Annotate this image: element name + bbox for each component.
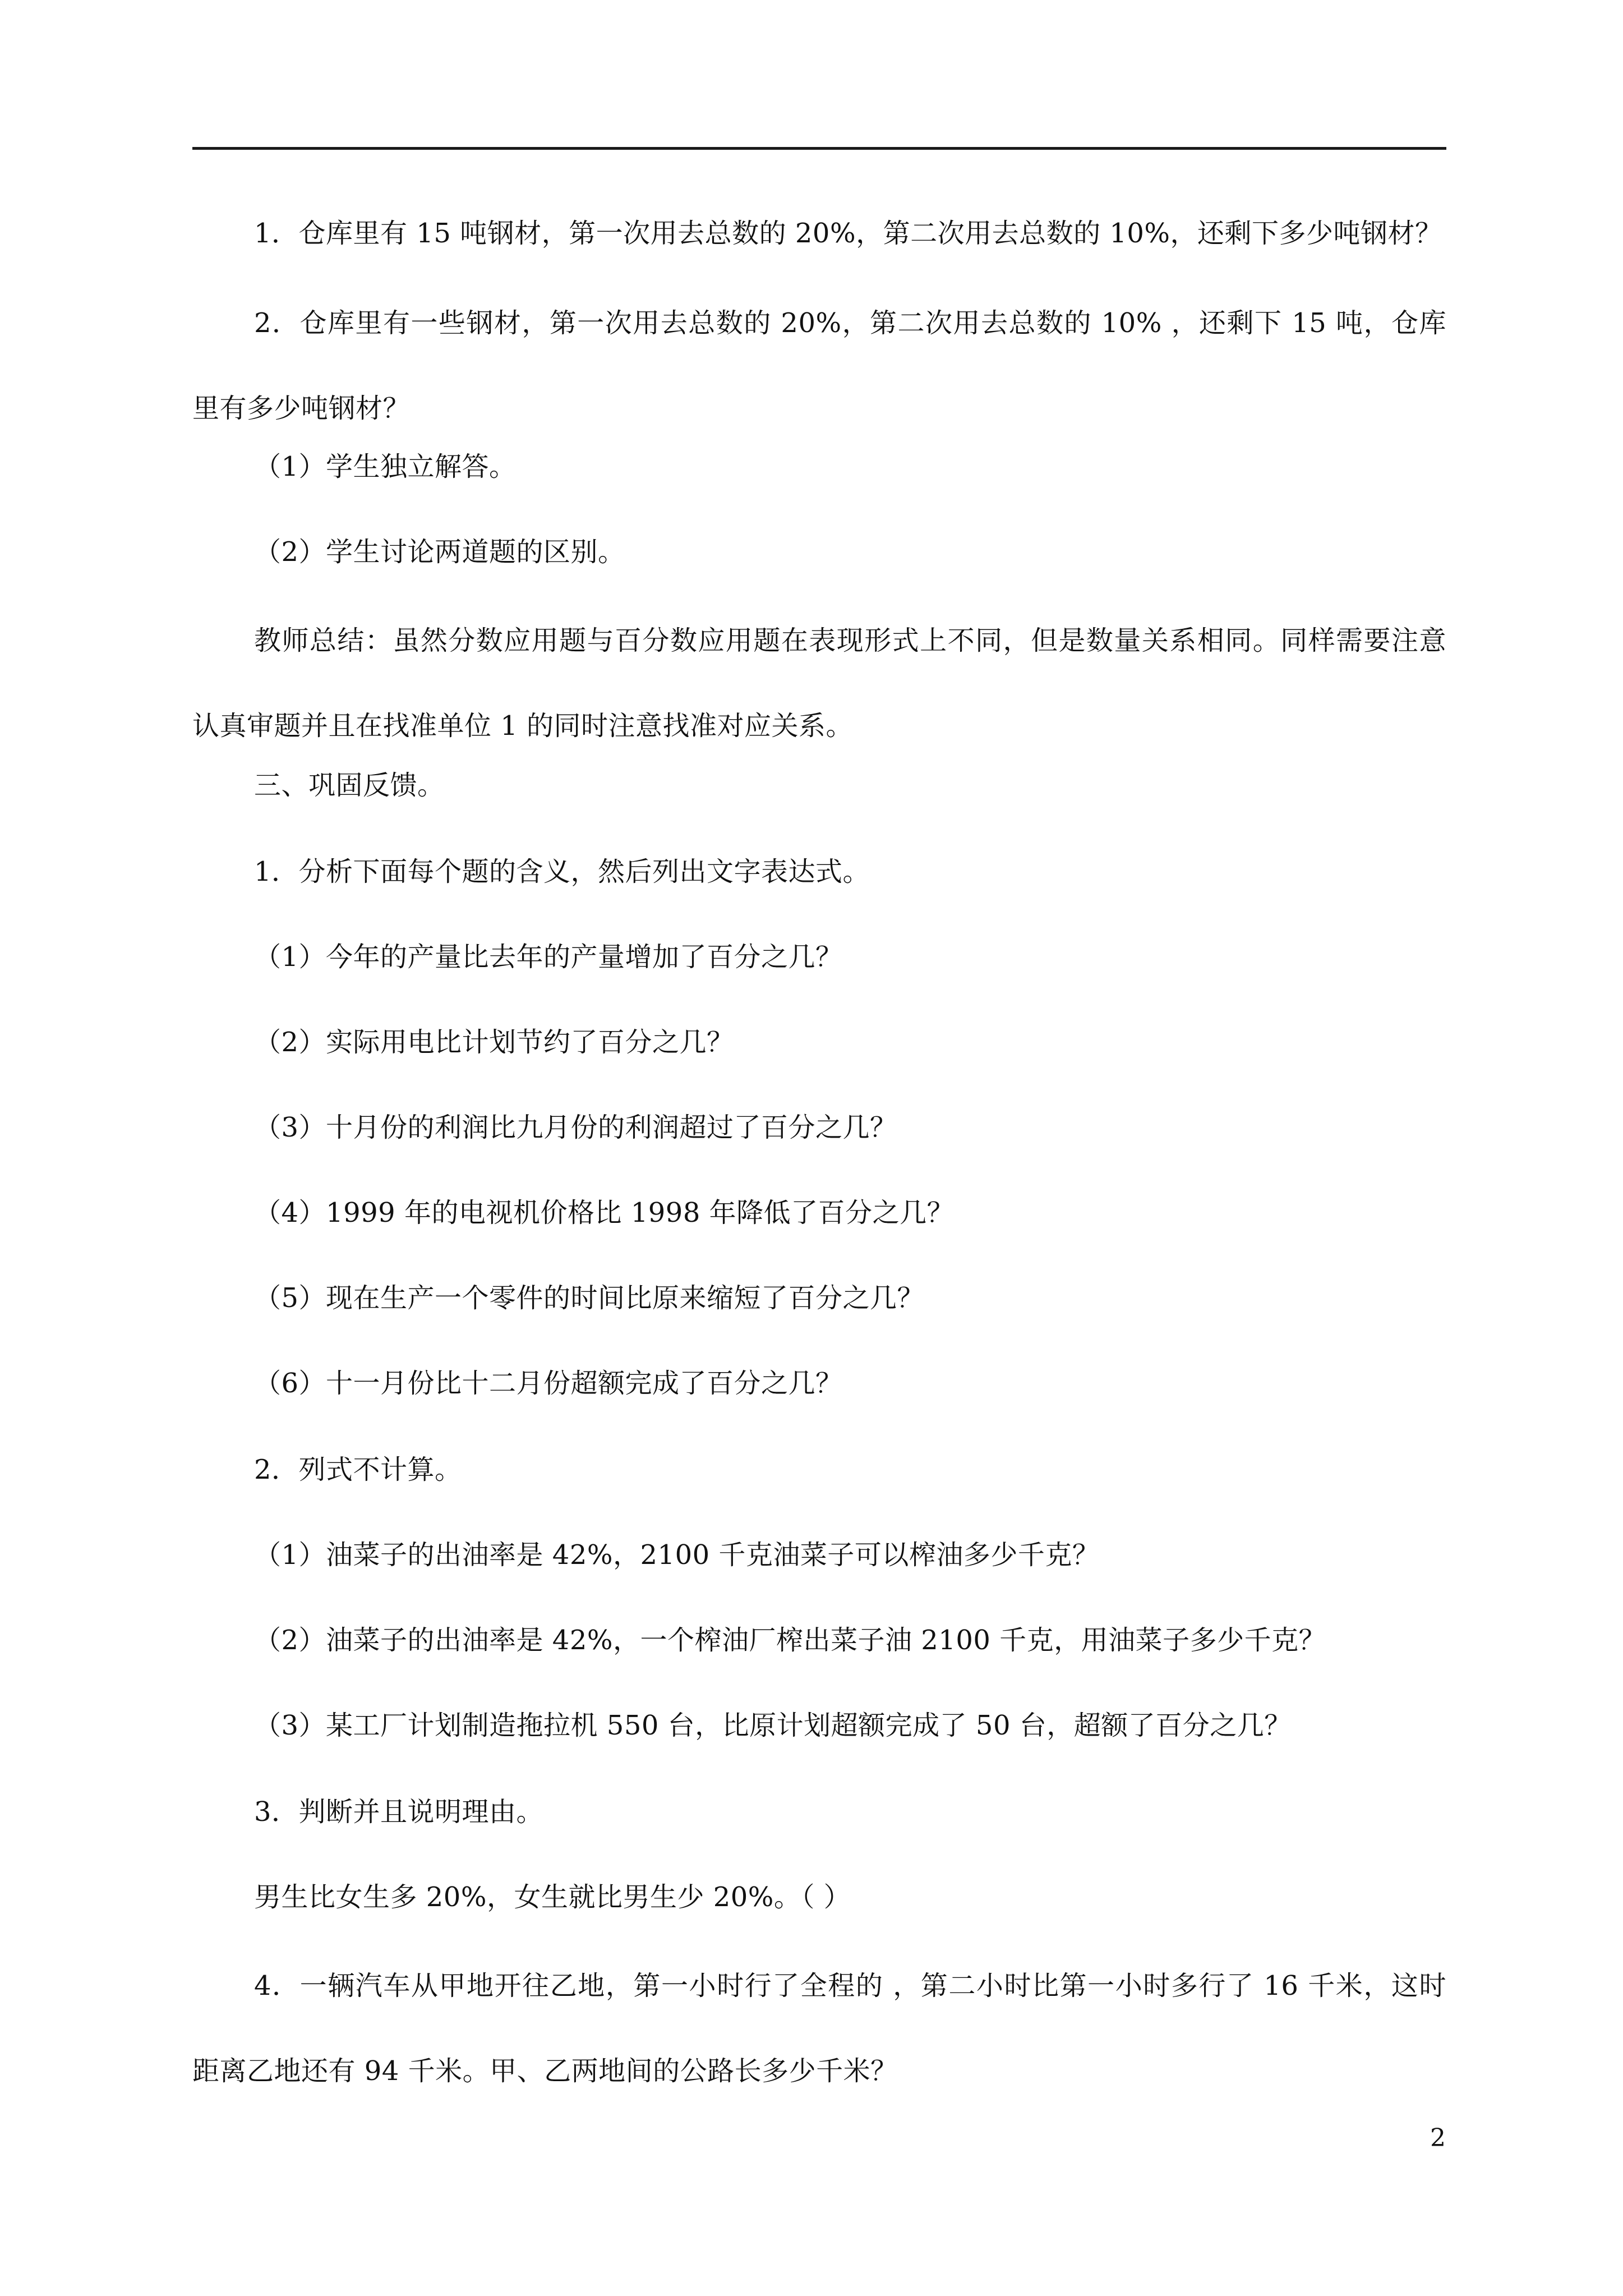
- list-item: （6）十一月份比十二月份超额完成了百分之几？: [254, 1368, 843, 1399]
- list-item: （2）实际用电比计划节约了百分之几？: [254, 1027, 734, 1058]
- paragraph-exercise-4: 4．一辆汽车从甲地开往乙地，第一小时行了全程的 ，第二小时比第一小时多行了 16 千米，这时距离乙地还有 94 千米。甲、乙两地间的公路长多少千米？: [192, 1970, 1446, 2087]
- paragraph-judgement: 男生比女生多 20%，女生就比男生少 20%。（ ）: [254, 1881, 851, 1913]
- paragraph-problem-2: 2．仓库里有一些钢材，第一次用去总数的 20%，第二次用去总数的 10% ，还剩下 15 吨，仓库里有多少吨钢材？: [192, 307, 1446, 424]
- section-heading-feedback: 三、巩固反馈。: [254, 770, 445, 801]
- list-item: （4）1999 年的电视机价格比 1998 年降低了百分之几？: [254, 1197, 955, 1228]
- header-rule: [192, 147, 1446, 150]
- list-item: （2）油菜子的出油率是 42%，一个榨油厂榨出菜子油 2100 千克，用油菜子多少千克？: [254, 1625, 1326, 1656]
- list-item: （1）今年的产量比去年的产量增加了百分之几？: [254, 941, 843, 973]
- paragraph-teacher-summary: 教师总结：虽然分数应用题与百分数应用题在表现形式上不同，但是数量关系相同。同样需要注意认真审题并且在找准单位 1 的同时注意找准对应关系。: [192, 625, 1446, 742]
- list-item: （3）某工厂计划制造拖拉机 550 台，比原计划超额完成了 50 台，超额了百分之几？: [254, 1710, 1292, 1741]
- paragraph-exercise-2: 2．列式不计算。: [254, 1454, 462, 1485]
- list-item: （5）现在生产一个零件的时间比原来缩短了百分之几？: [254, 1282, 925, 1314]
- paragraph-exercise-1: 1．分析下面每个题的含义，然后列出文字表达式。: [254, 856, 870, 887]
- page-number: 2: [1430, 2124, 1446, 2152]
- list-item: （1）油菜子的出油率是 42%，2100 千克油菜子可以榨油多少千克？: [254, 1539, 1100, 1571]
- paragraph-step-2: （2）学生讨论两道题的区别。: [254, 536, 625, 568]
- paragraph-step-1: （1）学生独立解答。: [254, 451, 517, 482]
- paragraph-problem-1: 1．仓库里有 15 吨钢材，第一次用去总数的 20%，第二次用去总数的 10%，还剩下多少吨钢材？: [254, 218, 1442, 249]
- list-item: （3）十月份的利润比九月份的利润超过了百分之几？: [254, 1112, 897, 1143]
- paragraph-exercise-3: 3．判断并且说明理由。: [254, 1796, 544, 1828]
